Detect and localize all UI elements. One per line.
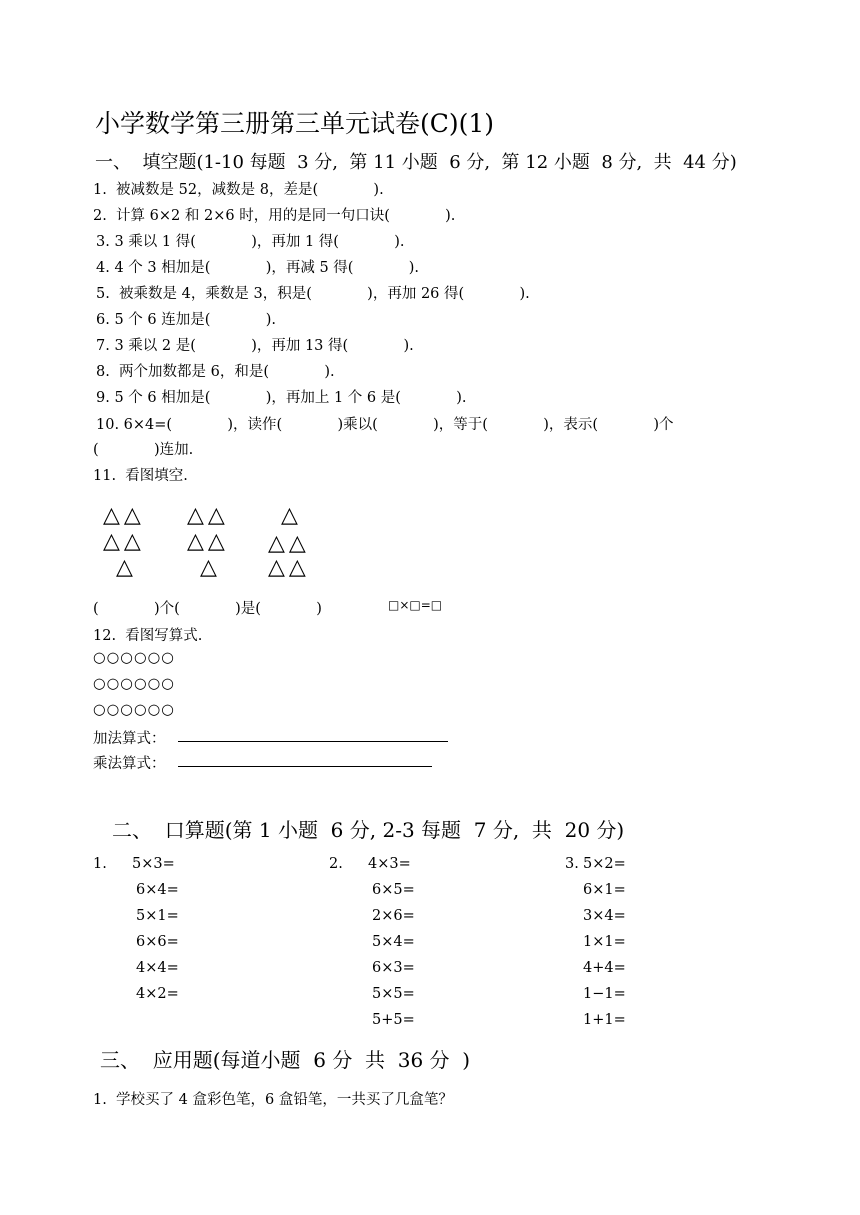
oral-item: 6×6= <box>136 934 179 950</box>
question-4: 4. 4 个 3 相加是( )，再减 5 得( ). <box>96 260 420 276</box>
triangle-group-3-row-1 <box>281 504 298 528</box>
page-title: 小学数学第三册第三单元试卷(C)(1) <box>95 109 495 138</box>
oral-item: 5×3= <box>132 856 175 872</box>
box-formula: □×□=□ <box>388 598 443 612</box>
addition-label: 加法算式： <box>93 731 166 747</box>
triangle-icon: △ <box>200 555 217 580</box>
question-12: 12. 看图写算式. <box>93 628 203 644</box>
multiplication-label: 乘法算式： <box>93 756 166 772</box>
oral-item: 4×2= <box>136 986 179 1002</box>
triangle-icon: △ <box>288 555 306 580</box>
section-3-heading: 三、 应用题(每道小题 6 分 共 36 分 ) <box>100 1048 471 1072</box>
word-problem-1: 1. 学校买了 4 盒彩色笔，6 盒铅笔，一共买了几盒笔？ <box>93 1092 453 1108</box>
triangle-icon: △ <box>207 503 225 528</box>
oral-item: 5×2= <box>583 856 626 872</box>
triangle-icon: △ <box>187 529 204 554</box>
question-10-continued: ( )连加. <box>93 442 194 458</box>
oral-item: 5+5= <box>372 1012 415 1028</box>
triangle-group-2-row-2 <box>187 530 225 554</box>
question-11: 11. 看图填空. <box>93 468 188 484</box>
oral-item: 4+4= <box>583 960 626 976</box>
triangle-group-3-row-2 <box>268 532 306 556</box>
oral-item: 1−1= <box>583 986 626 1002</box>
oral-col-1-number: 1. <box>93 856 107 872</box>
triangle-icon: △ <box>103 503 120 528</box>
question-2: 2. 计算 6×2 和 2×6 时，用的是同一句口诀( ). <box>93 208 456 224</box>
question-7: 7. 3 乘以 2 是( )，再加 13 得( ). <box>96 338 414 354</box>
oral-item: 4×3= <box>368 856 411 872</box>
oral-item: 5×1= <box>136 908 179 924</box>
oral-item: 6×5= <box>372 882 415 898</box>
oral-col-2-number: 2. <box>329 856 343 872</box>
triangle-group-1-row-1 <box>103 504 141 528</box>
triangle-group-1-row-2 <box>103 530 141 554</box>
circle-row-1: ○○○○○○ <box>93 650 175 666</box>
triangle-icon: △ <box>116 555 133 580</box>
triangle-fill-blanks: ( )个( )是( ) <box>93 601 322 617</box>
question-10: 10. 6×4=( )，读作( )乘以( )，等于( )，表示( )个 <box>96 417 674 433</box>
triangle-icon: △ <box>207 529 225 554</box>
section-1-heading: 一、 填空题(1-10 每题 3 分, 第 11 小题 6 分, 第 12 小题 8 分, 共 44 分) <box>95 152 737 173</box>
question-5: 5. 被乘数是 4，乘数是 3，积是( )，再加 26 得( ). <box>96 286 530 302</box>
multiplication-answer-line[interactable] <box>178 766 432 767</box>
triangle-group-1-row-3 <box>116 556 133 580</box>
oral-item: 5×4= <box>372 934 415 950</box>
triangle-group-3-row-3 <box>268 556 306 580</box>
oral-item: 3×4= <box>583 908 626 924</box>
question-3: 3. 3 乘以 1 得( )，再加 1 得( ). <box>96 234 405 250</box>
oral-item: 1×1= <box>583 934 626 950</box>
triangle-icon: △ <box>268 531 285 556</box>
oral-item: 4×4= <box>136 960 179 976</box>
triangle-icon: △ <box>288 531 306 556</box>
triangle-icon: △ <box>123 503 141 528</box>
oral-item: 1+1= <box>583 1012 626 1028</box>
oral-col-3-number: 3. <box>565 856 579 872</box>
triangle-icon: △ <box>187 503 204 528</box>
oral-item: 6×3= <box>372 960 415 976</box>
oral-item: 6×4= <box>136 882 179 898</box>
oral-item: 5×5= <box>372 986 415 1002</box>
question-9: 9. 5 个 6 相加是( )，再加上 1 个 6 是( ). <box>96 390 467 406</box>
triangle-icon: △ <box>268 555 285 580</box>
circle-row-2: ○○○○○○ <box>93 676 175 692</box>
triangle-group-2-row-1 <box>187 504 225 528</box>
question-1: 1. 被减数是 52，减数是 8，差是( ). <box>93 182 384 198</box>
oral-item: 6×1= <box>583 882 626 898</box>
section-2-heading: 二、 口算题(第 1 小题 6 分, 2-3 每题 7 分, 共 20 分) <box>112 818 625 842</box>
triangle-icon: △ <box>103 529 120 554</box>
circle-row-3: ○○○○○○ <box>93 702 175 718</box>
question-8: 8. 两个加数都是 6，和是( ). <box>96 364 335 380</box>
triangle-icon: △ <box>281 503 298 528</box>
triangle-icon: △ <box>123 529 141 554</box>
addition-answer-line[interactable] <box>178 741 448 742</box>
question-6: 6. 5 个 6 连加是( ). <box>96 312 276 328</box>
oral-item: 2×6= <box>372 908 415 924</box>
triangle-group-2-row-3 <box>200 556 217 580</box>
